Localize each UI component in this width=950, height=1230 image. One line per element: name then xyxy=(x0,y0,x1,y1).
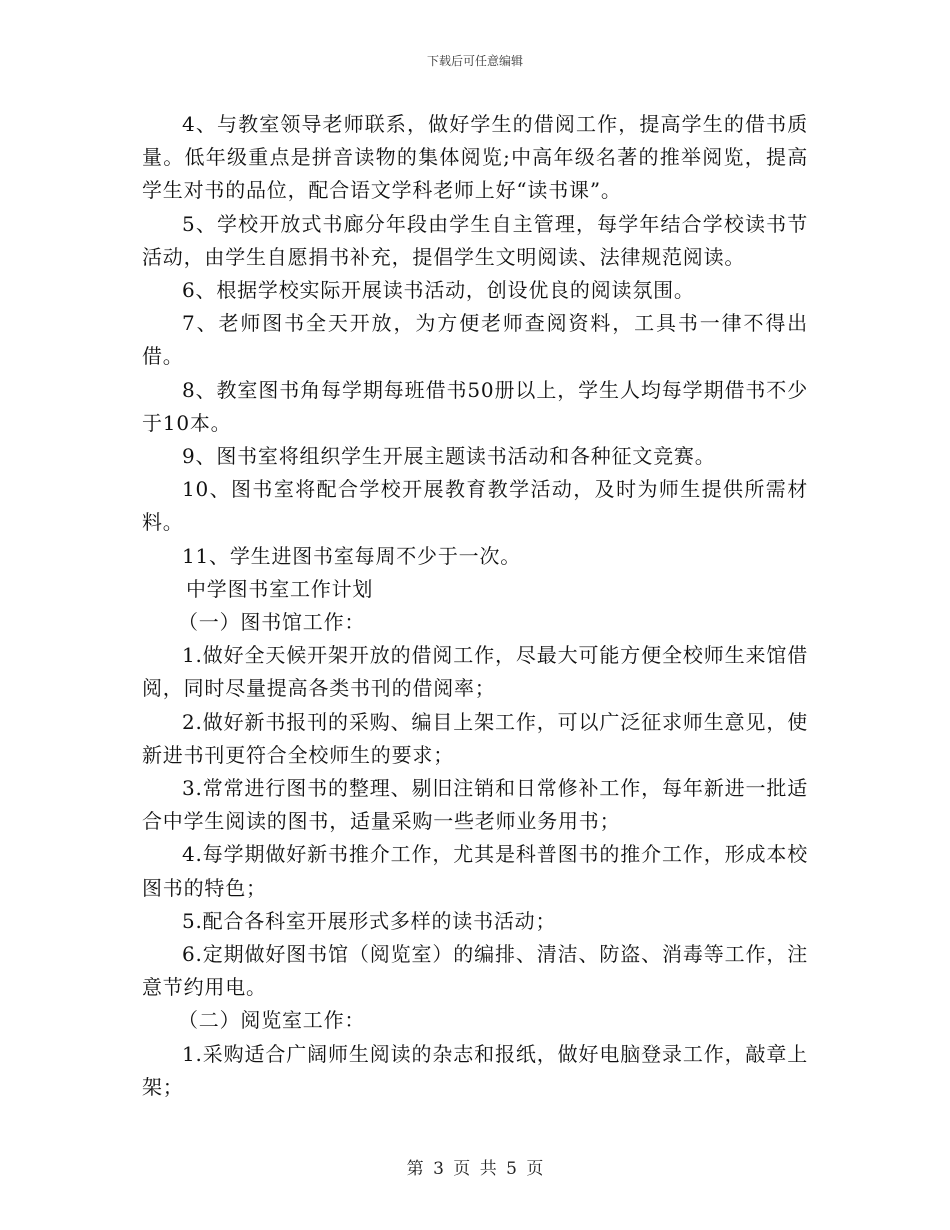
reading-room-item-1: 1.采购适合广阔师生阅读的杂志和报纸，做好电脑登录工作，敲章上架； xyxy=(142,1041,808,1099)
library-item-3: 3.常常进行图书的整理、剔旧注销和日常修补工作，每年新进一批适合中学生阅读的图书，适量采购一些老师业务用书； xyxy=(142,776,808,834)
library-item-1: 1.做好全天候开架开放的借阅工作，尽最大可能方便全校师生来馆借阅，同时尽量提高各类书刊的借阅率； xyxy=(142,643,808,701)
page-number: 第 3 页 共 5 页 xyxy=(406,1159,544,1179)
library-item-4: 4.每学期做好新书推介工作，尤其是科普图书的推介工作，形成本校图书的特色； xyxy=(142,842,808,900)
paragraph-item-6: 6、根据学校实际开展读书活动，创设优良的阅读氛围。 xyxy=(182,278,695,303)
library-item-6: 6.定期做好图书馆（阅览室）的编排、清洁、防盗、消毒等工作，注意节约用电。 xyxy=(142,942,808,1000)
paragraph-item-8: 8、教室图书角每学期每班借书50册以上，学生人均每学期借书不少于10本。 xyxy=(142,377,808,435)
document-body xyxy=(142,108,808,1104)
paragraph-item-7: 7、老师图书全天开放，为方便老师查阅资料，工具书一律不得出借。 xyxy=(142,311,808,369)
section-heading-library: （一）图书馆工作： xyxy=(178,610,366,635)
paragraph-item-5: 5、学校开放式书廊分年段由学生自主管理，每学年结合学校读书节活动，由学生自愿捐书补充，提倡学生文明阅读、法律规范阅读。 xyxy=(142,211,808,269)
section-title: 中学图书室工作计划 xyxy=(186,576,374,601)
paragraph-item-10: 10、图书室将配合学校开展教育教学活动，及时为师生提供所需材料。 xyxy=(142,477,808,535)
library-item-2: 2.做好新书报刊的采购、编目上架工作，可以广泛征求师生意见，使新进书刊更符合全校师生的要求； xyxy=(142,709,808,767)
section-heading-reading-room: （二）阅览室工作： xyxy=(178,1008,366,1033)
paragraph-item-11: 11、学生进图书室每周不少于一次。 xyxy=(182,543,522,568)
page-header-note: 下载后可任意编辑 xyxy=(426,54,523,68)
library-item-5: 5.配合各科室开展形式多样的读书活动； xyxy=(182,908,557,933)
paragraph-item-9: 9、图书室将组织学生开展主题读书活动和各种征文竞赛。 xyxy=(182,444,716,469)
paragraph-item-4: 4、与教室领导老师联系，做好学生的借阅工作，提高学生的借书质量。低年级重点是拼音读物的集体阅览;中高年级名著的推举阅览，提高学生对书的品位，配合语文学科老师上好“读书课”。 xyxy=(142,112,808,203)
